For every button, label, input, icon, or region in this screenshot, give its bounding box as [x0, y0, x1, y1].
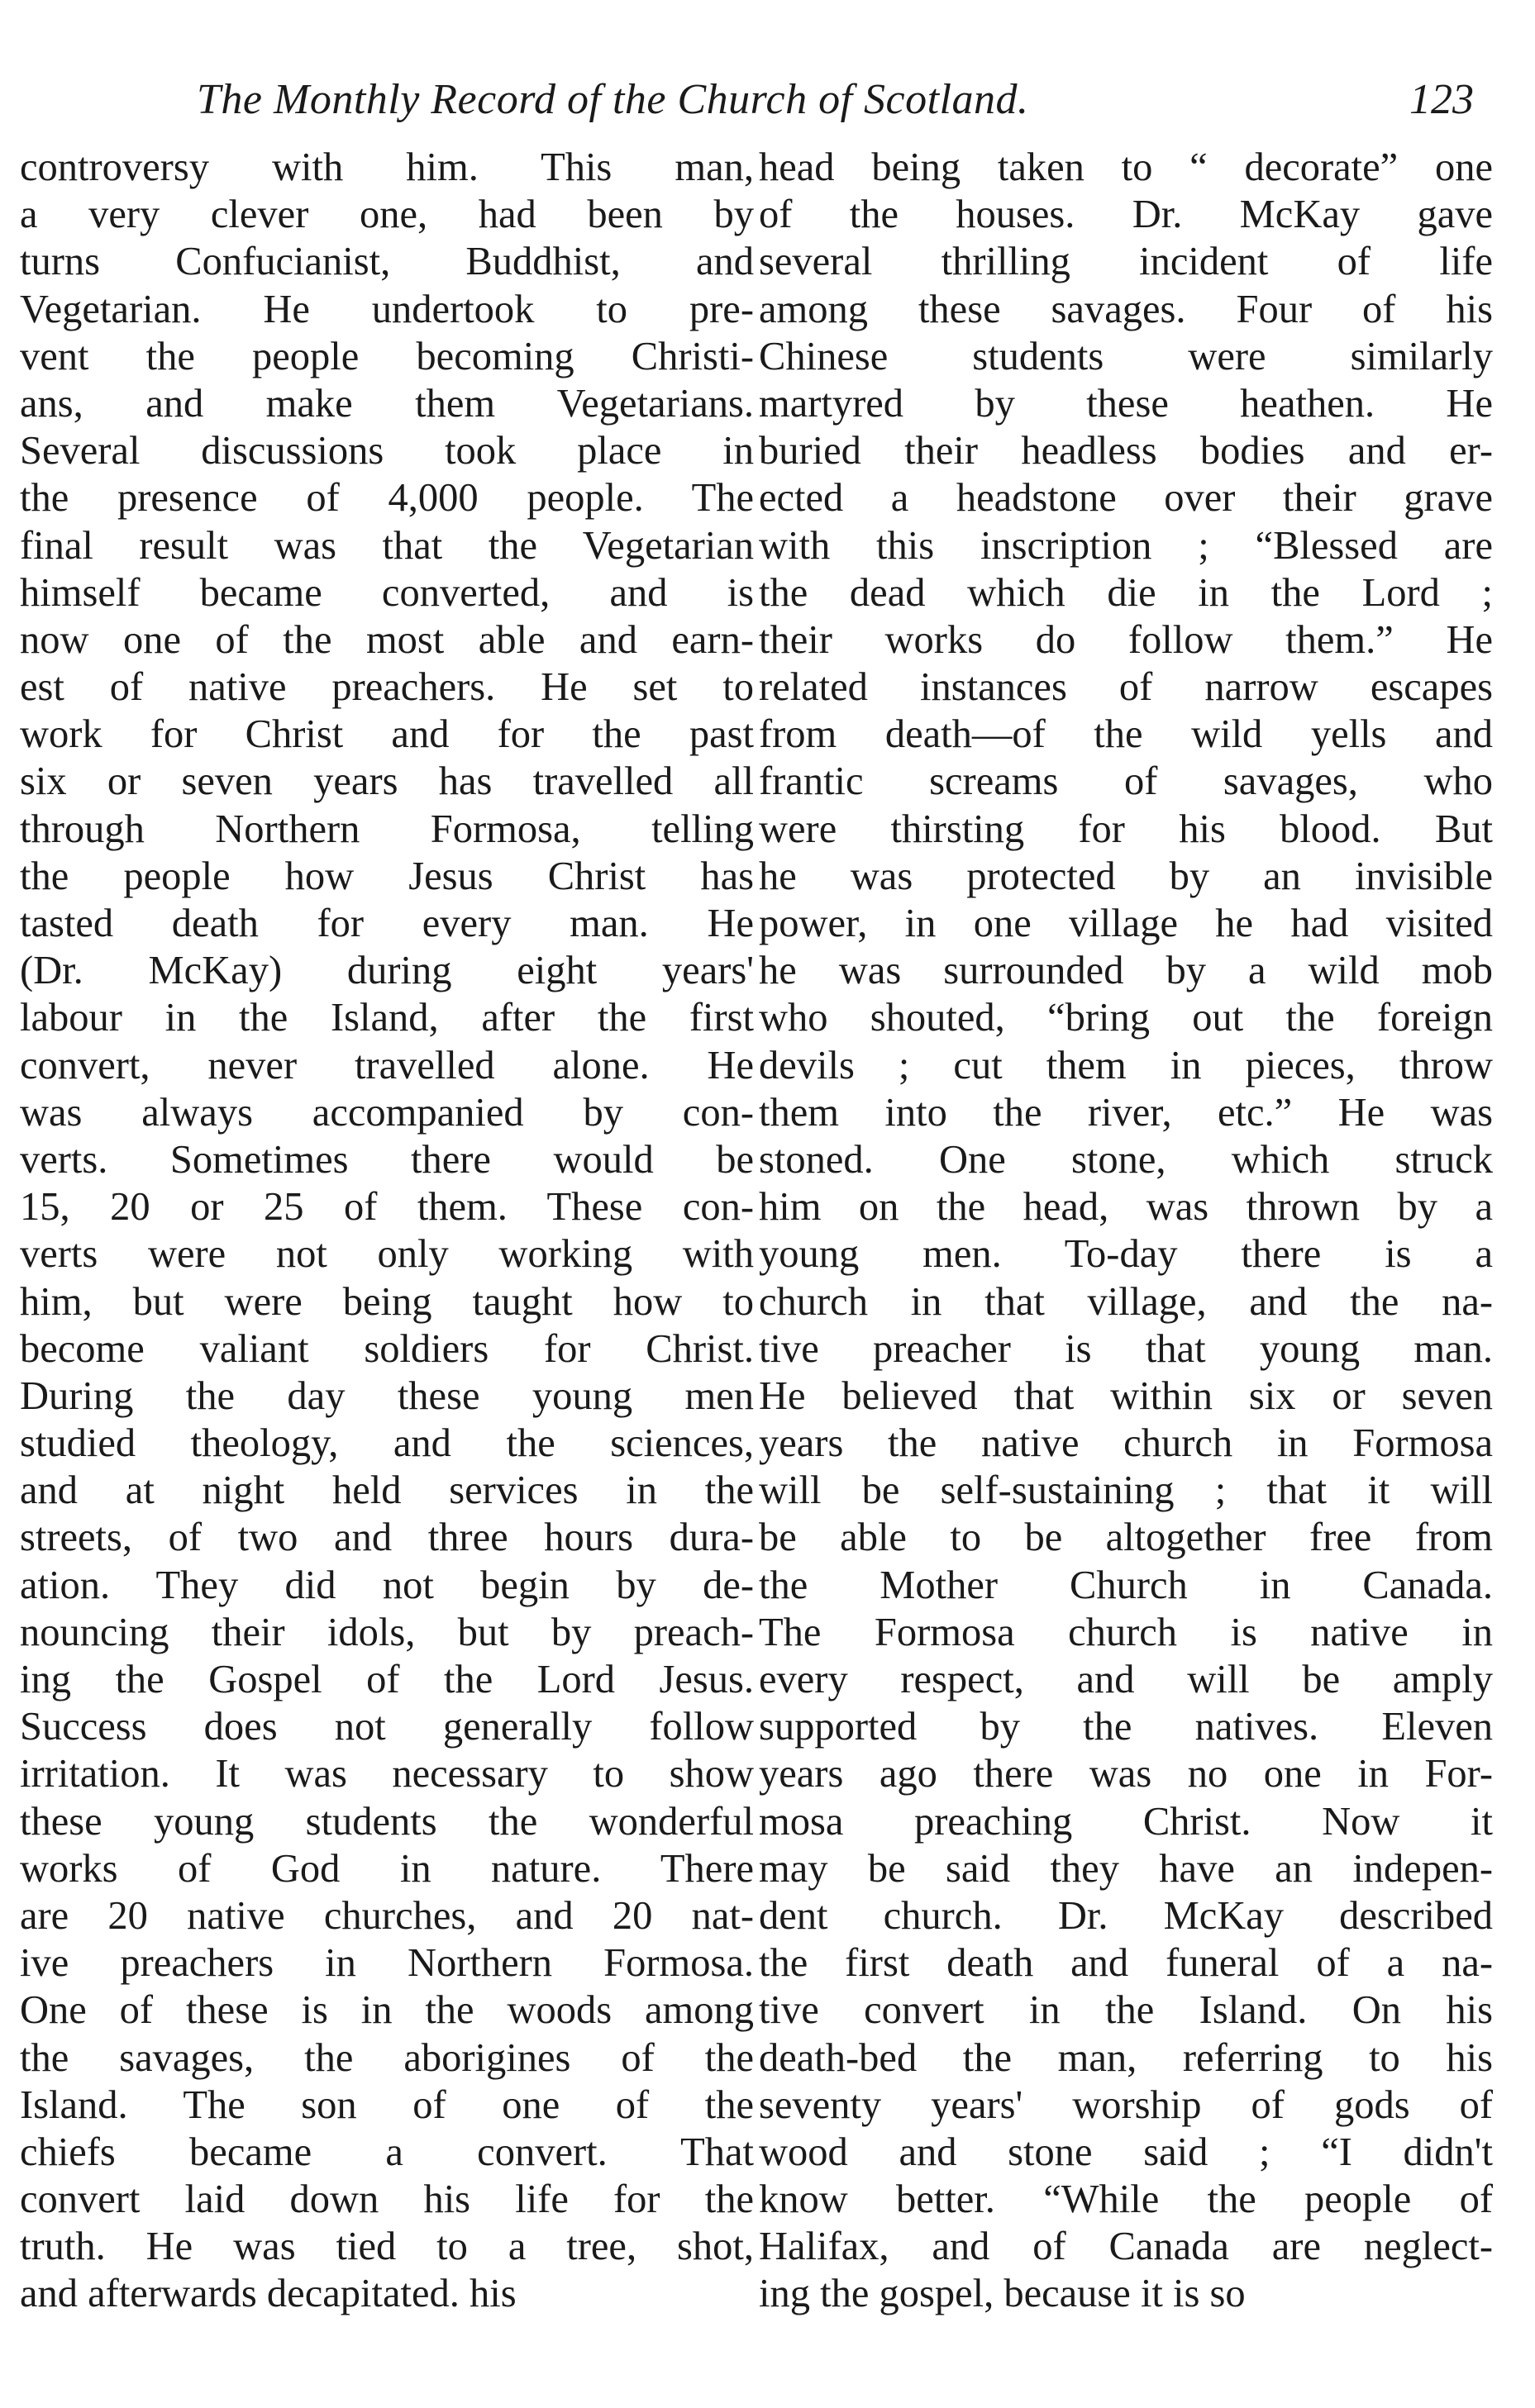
text-line: him, but were being taught how to — [20, 1279, 754, 1324]
text-line: tive preacher is that young man. — [759, 1326, 1493, 1371]
text-column-right — [759, 144, 1493, 2318]
text-line: frantic screams of savages, who — [759, 759, 1493, 804]
text-line: from death—of the wild yells and — [759, 712, 1493, 757]
text-line: the Mother Church in Canada. — [759, 1563, 1493, 1607]
text-line: the people how Jesus Christ has — [20, 854, 754, 898]
text-line: related instances of narrow escapes — [759, 665, 1493, 710]
text-line: Chinese students were similarly — [759, 334, 1493, 378]
text-line: the first death and funeral of a na- — [759, 1941, 1493, 1986]
text-line: ected a headstone over their grave — [759, 476, 1493, 521]
text-line: were thirsting for his blood. But — [759, 807, 1493, 851]
text-line: a very clever one, had been by — [20, 193, 754, 237]
text-line: nouncing their idols, but by preach- — [20, 1610, 754, 1654]
journal-title: The Monthly Record of the Church of Scotland. — [197, 76, 1029, 123]
text-line: now one of the most able and earn- — [20, 617, 754, 662]
text-line: verts were not only working with — [20, 1232, 754, 1277]
text-line: final result was that the Vegetarian — [20, 523, 754, 568]
text-line: ive preachers in Northern Formosa. — [20, 1941, 754, 1986]
text-line: Several discussions took place in — [20, 429, 754, 474]
text-line: with this inscription ; “Blessed are — [759, 523, 1493, 568]
text-line: tasted death for every man. He — [20, 902, 754, 945]
text-line: may be said they have an indepen- — [759, 1846, 1493, 1891]
running-header — [0, 71, 1535, 137]
text-line: who shouted, “bring out the foreign — [759, 996, 1493, 1040]
text-column-left — [20, 144, 754, 2318]
text-line: vent the people becoming Christi- — [20, 334, 754, 378]
page-number: 123 — [1409, 76, 1474, 123]
text-line: convert laid down his life for the — [20, 2177, 754, 2222]
text-line: him on the head, was thrown by a — [759, 1185, 1493, 1230]
text-line: the savages, the aborigines of the — [20, 2035, 754, 2080]
text-line: himself became converted, and is — [20, 570, 754, 615]
text-line: and at night held services in the — [20, 1468, 754, 1513]
text-line: young men. To-day there is a — [759, 1232, 1493, 1277]
text-line: power, in one village he had visited — [759, 902, 1493, 945]
text-line: Success does not generally follow — [20, 1705, 754, 1749]
text-line: truth. He was tied to a tree, shot, — [20, 2225, 754, 2269]
text-line: seventy years' worship of gods of — [759, 2082, 1493, 2127]
text-line: these young students the wonderful — [20, 1799, 754, 1844]
text-line: works of God in nature. There — [20, 1846, 754, 1891]
text-line: irritation. It was necessary to show — [20, 1752, 754, 1796]
text-line: their works do follow them.” He — [759, 617, 1493, 662]
text-line: controversy with him. This man, — [20, 145, 754, 189]
text-line: years the native church in Formosa — [759, 1421, 1493, 1466]
text-line: studied theology, and the sciences, — [20, 1421, 754, 1466]
text-line: convert, never travelled alone. He — [20, 1043, 754, 1087]
text-line: est of native preachers. He set to — [20, 665, 754, 710]
text-line: martyred by these heathen. He — [759, 381, 1493, 426]
text-line: the presence of 4,000 people. The — [20, 476, 754, 521]
text-line: wood and stone said ; “I didn't — [759, 2130, 1493, 2174]
text-line: During the day these young men — [20, 1373, 754, 1418]
text-line: know better. “While the people of — [759, 2177, 1493, 2222]
text-line: One of these is in the woods among — [20, 1988, 754, 2033]
text-line: supported by the natives. Eleven — [759, 1705, 1493, 1749]
text-line: 15, 20 or 25 of them. These con- — [20, 1185, 754, 1230]
text-line: tive convert in the Island. On his — [759, 1988, 1493, 2033]
text-line: was always accompanied by con- — [20, 1090, 754, 1135]
text-line: ation. They did not begin by de- — [20, 1563, 754, 1607]
text-line: verts. Sometimes there would be — [20, 1137, 754, 1182]
text-line: Island. The son of one of the — [20, 2082, 754, 2127]
text-line: church in that village, and the na- — [759, 1279, 1493, 1324]
text-line: of the houses. Dr. McKay gave — [759, 193, 1493, 237]
text-line: ans, and make them Vegetarians. — [20, 381, 754, 426]
text-line: dent church. Dr. McKay described — [759, 1893, 1493, 1938]
text-line: (Dr. McKay) during eight years' — [20, 949, 754, 993]
text-line: several thrilling incident of life — [759, 240, 1493, 284]
text-line: ing the gospel, because it is so — [759, 2272, 1246, 2316]
text-line: chiefs became a convert. That — [20, 2130, 754, 2174]
text-line: ing the Gospel of the Lord Jesus. — [20, 1658, 754, 1701]
text-line: He believed that within six or seven — [759, 1373, 1493, 1418]
text-line: The Formosa church is native in — [759, 1610, 1493, 1654]
text-line: Halifax, and of Canada are neglect- — [759, 2225, 1493, 2269]
text-line: are 20 native churches, and 20 nat- — [20, 1893, 754, 1938]
text-line: become valiant soldiers for Christ. — [20, 1326, 754, 1371]
text-line: through Northern Formosa, telling — [20, 807, 754, 851]
text-line: he was protected by an invisible — [759, 854, 1493, 898]
text-line: turns Confucianist, Buddhist, and — [20, 240, 754, 284]
text-line: and afterwards decapitated. his — [20, 2272, 517, 2316]
text-line: death-bed the man, referring to his — [759, 2035, 1493, 2080]
text-line: buried their headless bodies and er- — [759, 429, 1493, 474]
text-line: stoned. One stone, which struck — [759, 1137, 1493, 1182]
text-line: among these savages. Four of his — [759, 287, 1493, 331]
text-line: the dead which die in the Lord ; — [759, 570, 1493, 615]
text-line: he was surrounded by a wild mob — [759, 949, 1493, 993]
text-line: will be self-sustaining ; that it will — [759, 1468, 1493, 1513]
text-line: head being taken to “ decorate” one — [759, 145, 1493, 189]
text-line: work for Christ and for the past — [20, 712, 754, 757]
text-line: labour in the Island, after the first — [20, 996, 754, 1040]
text-line: every respect, and will be amply — [759, 1658, 1493, 1701]
text-line: mosa preaching Christ. Now it — [759, 1799, 1493, 1844]
text-line: years ago there was no one in For- — [759, 1752, 1493, 1796]
text-line: devils ; cut them in pieces, throw — [759, 1043, 1493, 1087]
text-line: them into the river, etc.” He was — [759, 1090, 1493, 1135]
text-line: streets, of two and three hours dura- — [20, 1516, 754, 1560]
text-line: six or seven years has travelled all — [20, 759, 754, 804]
text-line: be able to be altogether free from — [759, 1516, 1493, 1560]
text-line: Vegetarian. He undertook to pre- — [20, 287, 754, 331]
